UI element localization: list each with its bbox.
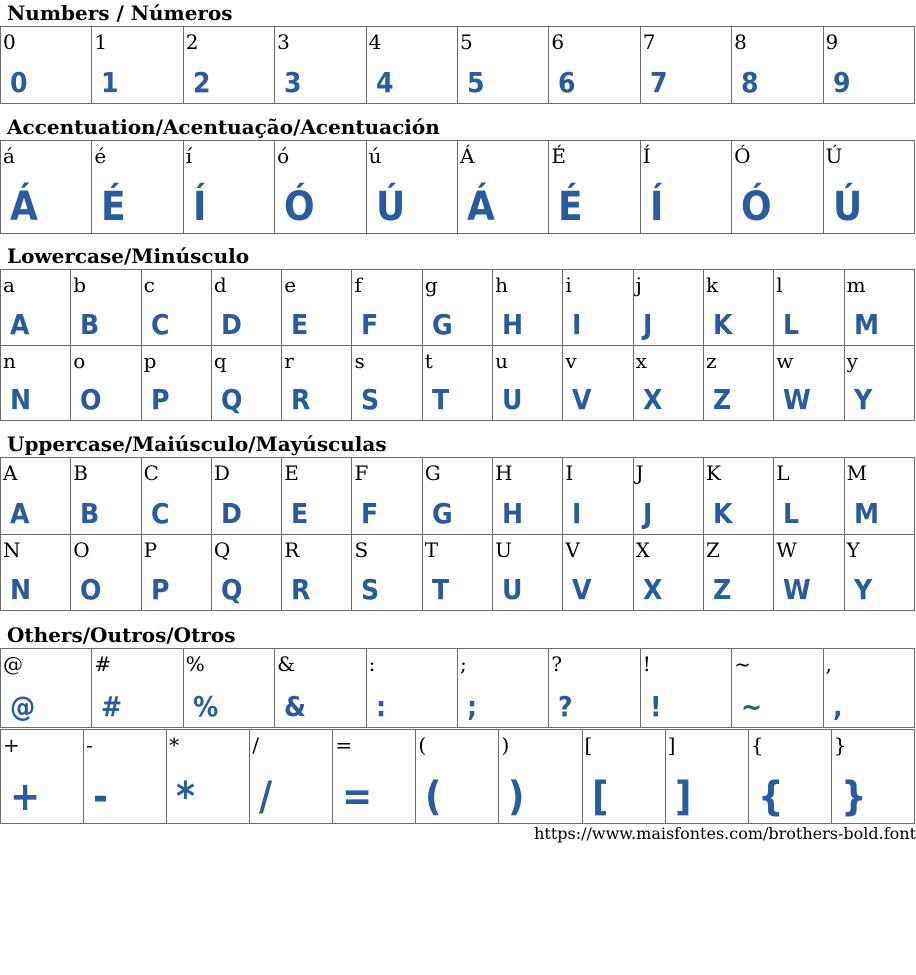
glyph-cell — [844, 534, 914, 611]
glyph-sample: D — [220, 496, 242, 530]
character-label: W — [776, 537, 797, 562]
accentuation-grid — [0, 140, 915, 234]
glyph-cell — [703, 534, 773, 611]
glyph-cell — [352, 458, 422, 535]
glyph-cell — [275, 27, 366, 104]
glyph-sample: ) — [508, 774, 525, 820]
glyph-sample: É — [101, 184, 126, 230]
character-label: Á — [459, 144, 475, 168]
glyph-cell — [141, 345, 211, 421]
glyph-cell — [422, 458, 492, 535]
glyph-cell — [282, 458, 352, 535]
character-label: m — [846, 273, 866, 297]
glyph-cell — [366, 141, 457, 234]
glyph-cell — [499, 730, 582, 824]
glyph-cell — [493, 345, 563, 421]
glyph-sample: Í — [649, 184, 664, 230]
glyph-sample: J — [642, 496, 653, 530]
character-label: V — [565, 537, 580, 562]
character-label: ) — [501, 733, 510, 757]
character-label: * — [169, 733, 180, 757]
character-label: n — [3, 348, 16, 373]
glyph-sample: 6 — [558, 66, 576, 99]
glyph-cell — [563, 534, 633, 611]
character-label: k — [705, 273, 719, 297]
character-label: Y — [846, 537, 860, 562]
lowercase-grid — [0, 269, 915, 421]
character-label: P — [143, 537, 158, 562]
character-label: # — [94, 652, 112, 676]
glyph-cell — [732, 649, 823, 728]
glyph-cell — [275, 649, 366, 728]
glyph-sample: X — [642, 573, 663, 606]
glyph-sample: 1 — [101, 66, 119, 99]
glyph-cell — [457, 141, 548, 234]
glyph-sample: 3 — [284, 66, 302, 99]
glyph-sample: D — [220, 307, 242, 341]
glyph-cell — [563, 270, 633, 346]
character-label: 2 — [185, 30, 199, 54]
glyph-cell — [633, 345, 703, 421]
glyph-cell — [92, 649, 183, 728]
glyph-sample: C — [150, 496, 170, 530]
glyph-sample: 7 — [649, 66, 668, 99]
section-title-accentuation: Accentuation/Acentuação/Acentuación — [7, 115, 440, 139]
glyph-sample: 0 — [10, 66, 28, 99]
character-label: 3 — [277, 30, 290, 54]
glyph-cell — [640, 27, 731, 104]
character-label: S — [354, 537, 369, 562]
glyph-cell — [92, 27, 183, 104]
character-label: t — [424, 348, 433, 373]
character-label: 0 — [3, 30, 16, 54]
glyph-cell — [1, 730, 84, 824]
glyph-sample: @ — [10, 690, 36, 723]
character-label: c — [143, 273, 155, 297]
glyph-cell — [250, 730, 333, 824]
glyph-sample: Á — [466, 184, 495, 230]
glyph-cell — [493, 270, 563, 346]
others-grid-row-2 — [0, 729, 915, 824]
glyph-sample: A — [10, 496, 30, 530]
glyph-sample: T — [431, 383, 449, 416]
character-label: X — [635, 537, 650, 562]
glyph-cell — [703, 458, 773, 535]
glyph-cell — [493, 458, 563, 535]
glyph-cell — [844, 270, 914, 346]
glyph-sample: O — [80, 383, 102, 416]
glyph-sample: R — [291, 573, 311, 606]
glyph-sample: ? — [558, 690, 573, 723]
glyph-cell — [141, 270, 211, 346]
glyph-cell — [183, 141, 274, 234]
character-label: / — [252, 733, 259, 757]
character-label: 5 — [459, 30, 473, 54]
character-label: M — [846, 461, 868, 485]
character-label: i — [565, 273, 572, 297]
glyph-cell — [183, 27, 274, 104]
glyph-cell — [640, 141, 731, 234]
character-label: O — [73, 537, 90, 562]
character-label: é — [94, 144, 107, 168]
footer-url[interactable]: https://www.maisfontes.com/brothers-bold.font — [534, 824, 916, 843]
character-label: y — [846, 348, 858, 373]
character-label: F — [354, 461, 369, 485]
glyph-sample: M — [853, 496, 879, 530]
glyph-cell — [422, 345, 492, 421]
character-label: C — [143, 461, 159, 485]
glyph-sample: K — [712, 307, 733, 341]
glyph-cell — [352, 534, 422, 611]
glyph-sample: V — [572, 383, 592, 416]
section-title-others: Others/Outros/Otros — [7, 623, 236, 647]
glyph-cell — [167, 730, 250, 824]
character-label: T — [424, 537, 439, 562]
character-label: p — [143, 348, 157, 373]
glyph-cell — [563, 345, 633, 421]
glyph-sample: S — [361, 383, 380, 416]
glyph-cell — [141, 534, 211, 611]
character-label: K — [705, 461, 721, 485]
glyph-cell — [282, 345, 352, 421]
glyph-cell — [282, 270, 352, 346]
character-label: 1 — [94, 30, 108, 54]
character-label: x — [635, 348, 647, 373]
character-label: { — [750, 733, 764, 757]
glyph-cell — [211, 270, 281, 346]
glyph-sample: A — [10, 307, 30, 341]
glyph-row — [1, 458, 915, 535]
glyph-cell — [823, 141, 914, 234]
character-label: L — [776, 461, 790, 485]
glyph-sample: I — [572, 307, 582, 341]
glyph-cell — [549, 141, 640, 234]
character-label: ó — [277, 144, 290, 168]
glyph-cell — [1, 141, 92, 234]
glyph-cell — [774, 270, 844, 346]
character-label: R — [284, 537, 300, 562]
glyph-cell — [633, 534, 703, 611]
glyph-cell — [633, 458, 703, 535]
glyph-sample: Z — [712, 573, 732, 606]
glyph-sample: : — [375, 690, 386, 723]
glyph-row — [1, 730, 915, 824]
glyph-sample: & — [284, 690, 307, 723]
glyph-sample: } — [840, 774, 867, 820]
glyph-sample: G — [431, 307, 453, 341]
glyph-sample: T — [431, 573, 449, 606]
glyph-sample: 2 — [192, 66, 211, 99]
glyph-row — [1, 534, 915, 611]
glyph-cell — [774, 345, 844, 421]
glyph-sample: 8 — [741, 66, 759, 99]
numbers-grid — [0, 26, 915, 104]
character-label: [ — [584, 733, 593, 757]
glyph-sample: É — [558, 184, 583, 230]
glyph-cell — [211, 534, 281, 611]
glyph-cell — [640, 649, 731, 728]
character-label: % — [185, 652, 205, 676]
character-label: - — [86, 733, 93, 757]
glyph-cell — [1, 534, 71, 611]
glyph-sample: Z — [712, 383, 732, 416]
character-label: , — [825, 652, 832, 676]
glyph-sample: N — [10, 383, 32, 416]
glyph-cell — [457, 649, 548, 728]
glyph-sample: B — [80, 307, 100, 341]
section-title-uppercase: Uppercase/Maiúsculo/Mayúsculas — [7, 432, 387, 456]
glyph-sample: ] — [674, 774, 692, 820]
glyph-sample: 9 — [832, 66, 851, 99]
glyph-cell — [732, 27, 823, 104]
glyph-sample: N — [10, 573, 32, 606]
character-label: ? — [551, 652, 563, 676]
glyph-sample: H — [502, 496, 524, 530]
glyph-cell — [582, 730, 665, 824]
glyph-sample: H — [502, 307, 524, 341]
character-label: í — [185, 144, 193, 168]
character-label: @ — [3, 652, 23, 676]
glyph-sample: ; — [466, 690, 478, 723]
character-label: B — [73, 461, 88, 485]
character-label: v — [565, 348, 577, 373]
character-label: Ó — [734, 144, 751, 168]
character-label: : — [368, 652, 376, 676]
character-label: g — [424, 273, 438, 297]
glyph-sample: L — [783, 496, 800, 530]
glyph-sample: # — [101, 690, 123, 723]
character-label: Ú — [825, 144, 843, 168]
glyph-cell — [633, 270, 703, 346]
glyph-cell — [275, 141, 366, 234]
glyph-cell — [831, 730, 914, 824]
character-label: e — [284, 273, 297, 297]
glyph-cell — [333, 730, 416, 824]
character-label: ~ — [734, 652, 751, 676]
glyph-cell — [563, 458, 633, 535]
glyph-row — [1, 270, 915, 346]
glyph-sample: O — [80, 573, 102, 606]
section-title-numbers: Numbers / Números — [7, 1, 233, 25]
glyph-sample: Q — [220, 383, 243, 416]
glyph-sample: E — [291, 307, 309, 341]
character-label: 6 — [551, 30, 565, 54]
character-label: 8 — [734, 30, 747, 54]
character-label: ú — [368, 144, 382, 168]
glyph-sample: F — [361, 307, 379, 341]
glyph-cell — [703, 345, 773, 421]
glyph-row — [1, 141, 915, 234]
glyph-sample: * — [176, 774, 195, 820]
glyph-sample: = — [342, 774, 373, 820]
glyph-sample: F — [361, 496, 379, 530]
glyph-sample: 4 — [375, 66, 394, 99]
character-label: Q — [213, 537, 231, 562]
glyph-sample: + — [10, 774, 41, 820]
glyph-sample: - — [93, 774, 109, 820]
glyph-cell — [844, 345, 914, 421]
character-label: = — [335, 733, 353, 757]
character-label: A — [3, 461, 18, 485]
character-label: d — [213, 273, 227, 297]
glyph-sample: ( — [425, 774, 442, 820]
character-label: I — [565, 461, 574, 485]
section-title-lowercase: Lowercase/Minúsculo — [7, 244, 250, 268]
character-label: G — [424, 461, 441, 485]
character-label: 4 — [368, 30, 382, 54]
glyph-sample: Ú — [375, 184, 405, 230]
glyph-sample: Ú — [832, 184, 862, 230]
character-label: Z — [705, 537, 720, 562]
glyph-sample: / — [259, 774, 273, 820]
glyph-sample: 5 — [466, 66, 485, 99]
character-label: b — [73, 273, 87, 297]
glyph-cell — [493, 534, 563, 611]
glyph-cell — [416, 730, 499, 824]
glyph-cell — [422, 270, 492, 346]
glyph-sample: ~ — [741, 690, 763, 723]
glyph-sample: { — [757, 774, 784, 820]
glyph-cell — [211, 458, 281, 535]
glyph-cell — [366, 649, 457, 728]
glyph-sample: Á — [10, 184, 38, 230]
glyph-sample: , — [832, 690, 843, 723]
glyph-cell — [457, 27, 548, 104]
glyph-sample: R — [291, 383, 311, 416]
glyph-cell — [71, 345, 141, 421]
glyph-cell — [366, 27, 457, 104]
character-label: o — [73, 348, 86, 373]
character-label: } — [833, 733, 847, 757]
glyph-sample: W — [783, 573, 812, 606]
character-label: H — [495, 461, 513, 485]
character-label: D — [213, 461, 230, 485]
glyph-row — [1, 345, 915, 421]
glyph-cell — [823, 649, 914, 728]
character-label: f — [354, 273, 362, 297]
glyph-sample: B — [80, 496, 100, 530]
glyph-cell — [71, 270, 141, 346]
character-label: q — [213, 348, 227, 373]
glyph-sample: L — [783, 307, 800, 341]
character-label: ( — [418, 733, 427, 757]
character-label: E — [284, 461, 299, 485]
glyph-sample: J — [642, 307, 653, 341]
character-label: É — [551, 144, 566, 168]
character-label: 9 — [825, 30, 839, 54]
glyph-sample: V — [572, 573, 592, 606]
glyph-row — [1, 649, 915, 728]
glyph-cell — [352, 270, 422, 346]
others-grid-row-1 — [0, 648, 915, 728]
glyph-cell — [703, 270, 773, 346]
glyph-cell — [1, 345, 71, 421]
glyph-cell — [352, 345, 422, 421]
character-label: w — [776, 348, 794, 373]
glyph-cell — [549, 649, 640, 728]
glyph-cell — [748, 730, 831, 824]
glyph-cell — [141, 458, 211, 535]
glyph-cell — [1, 649, 92, 728]
character-label: ] — [667, 733, 676, 757]
glyph-sample: S — [361, 573, 380, 606]
glyph-sample: ! — [649, 690, 662, 723]
character-label: Í — [642, 144, 651, 168]
glyph-sample: Y — [853, 573, 872, 606]
character-label: + — [3, 733, 20, 757]
glyph-cell — [665, 730, 748, 824]
character-label: 7 — [642, 30, 656, 54]
glyph-cell — [732, 141, 823, 234]
uppercase-grid — [0, 457, 915, 611]
glyph-cell — [823, 27, 914, 104]
glyph-sample: % — [192, 690, 219, 723]
character-label: l — [776, 273, 783, 297]
character-label: r — [284, 348, 294, 373]
glyph-cell — [1, 458, 71, 535]
character-label: & — [277, 652, 295, 676]
character-label: j — [635, 273, 642, 297]
glyph-sample: E — [291, 496, 309, 530]
glyph-cell — [774, 458, 844, 535]
glyph-sample: P — [150, 383, 170, 416]
character-label: u — [495, 348, 508, 373]
character-label: z — [705, 348, 717, 373]
glyph-cell — [1, 270, 71, 346]
glyph-cell — [1, 27, 92, 104]
glyph-sample: Ó — [284, 184, 315, 230]
glyph-sample: Y — [853, 383, 872, 416]
glyph-cell — [183, 649, 274, 728]
glyph-sample: M — [853, 307, 879, 341]
glyph-sample: [ — [591, 774, 608, 820]
glyph-sample: X — [642, 383, 663, 416]
character-label: a — [3, 273, 15, 297]
glyph-cell — [282, 534, 352, 611]
glyph-sample: Q — [220, 573, 243, 606]
glyph-sample: W — [783, 383, 812, 416]
character-label: ! — [642, 652, 651, 676]
character-label: ; — [459, 652, 467, 676]
character-label: J — [635, 461, 644, 485]
glyph-cell — [549, 27, 640, 104]
glyph-cell — [844, 458, 914, 535]
glyph-sample: K — [712, 496, 733, 530]
character-label: h — [495, 273, 508, 297]
glyph-cell — [92, 141, 183, 234]
glyph-sample: P — [150, 573, 170, 606]
glyph-sample: I — [572, 496, 582, 530]
glyph-sample: Í — [192, 184, 207, 230]
glyph-row — [1, 27, 915, 104]
glyph-sample: U — [502, 383, 523, 416]
character-label: N — [3, 537, 21, 562]
glyph-cell — [71, 534, 141, 611]
glyph-sample: C — [150, 307, 170, 341]
glyph-sample: G — [431, 496, 453, 530]
glyph-cell — [71, 458, 141, 535]
glyph-sample: U — [502, 573, 523, 606]
character-label: á — [3, 144, 15, 168]
glyph-cell — [422, 534, 492, 611]
character-label: s — [354, 348, 365, 373]
glyph-cell — [84, 730, 167, 824]
character-label: U — [495, 537, 512, 562]
glyph-cell — [211, 345, 281, 421]
glyph-cell — [774, 534, 844, 611]
glyph-sample: Ó — [741, 184, 772, 230]
